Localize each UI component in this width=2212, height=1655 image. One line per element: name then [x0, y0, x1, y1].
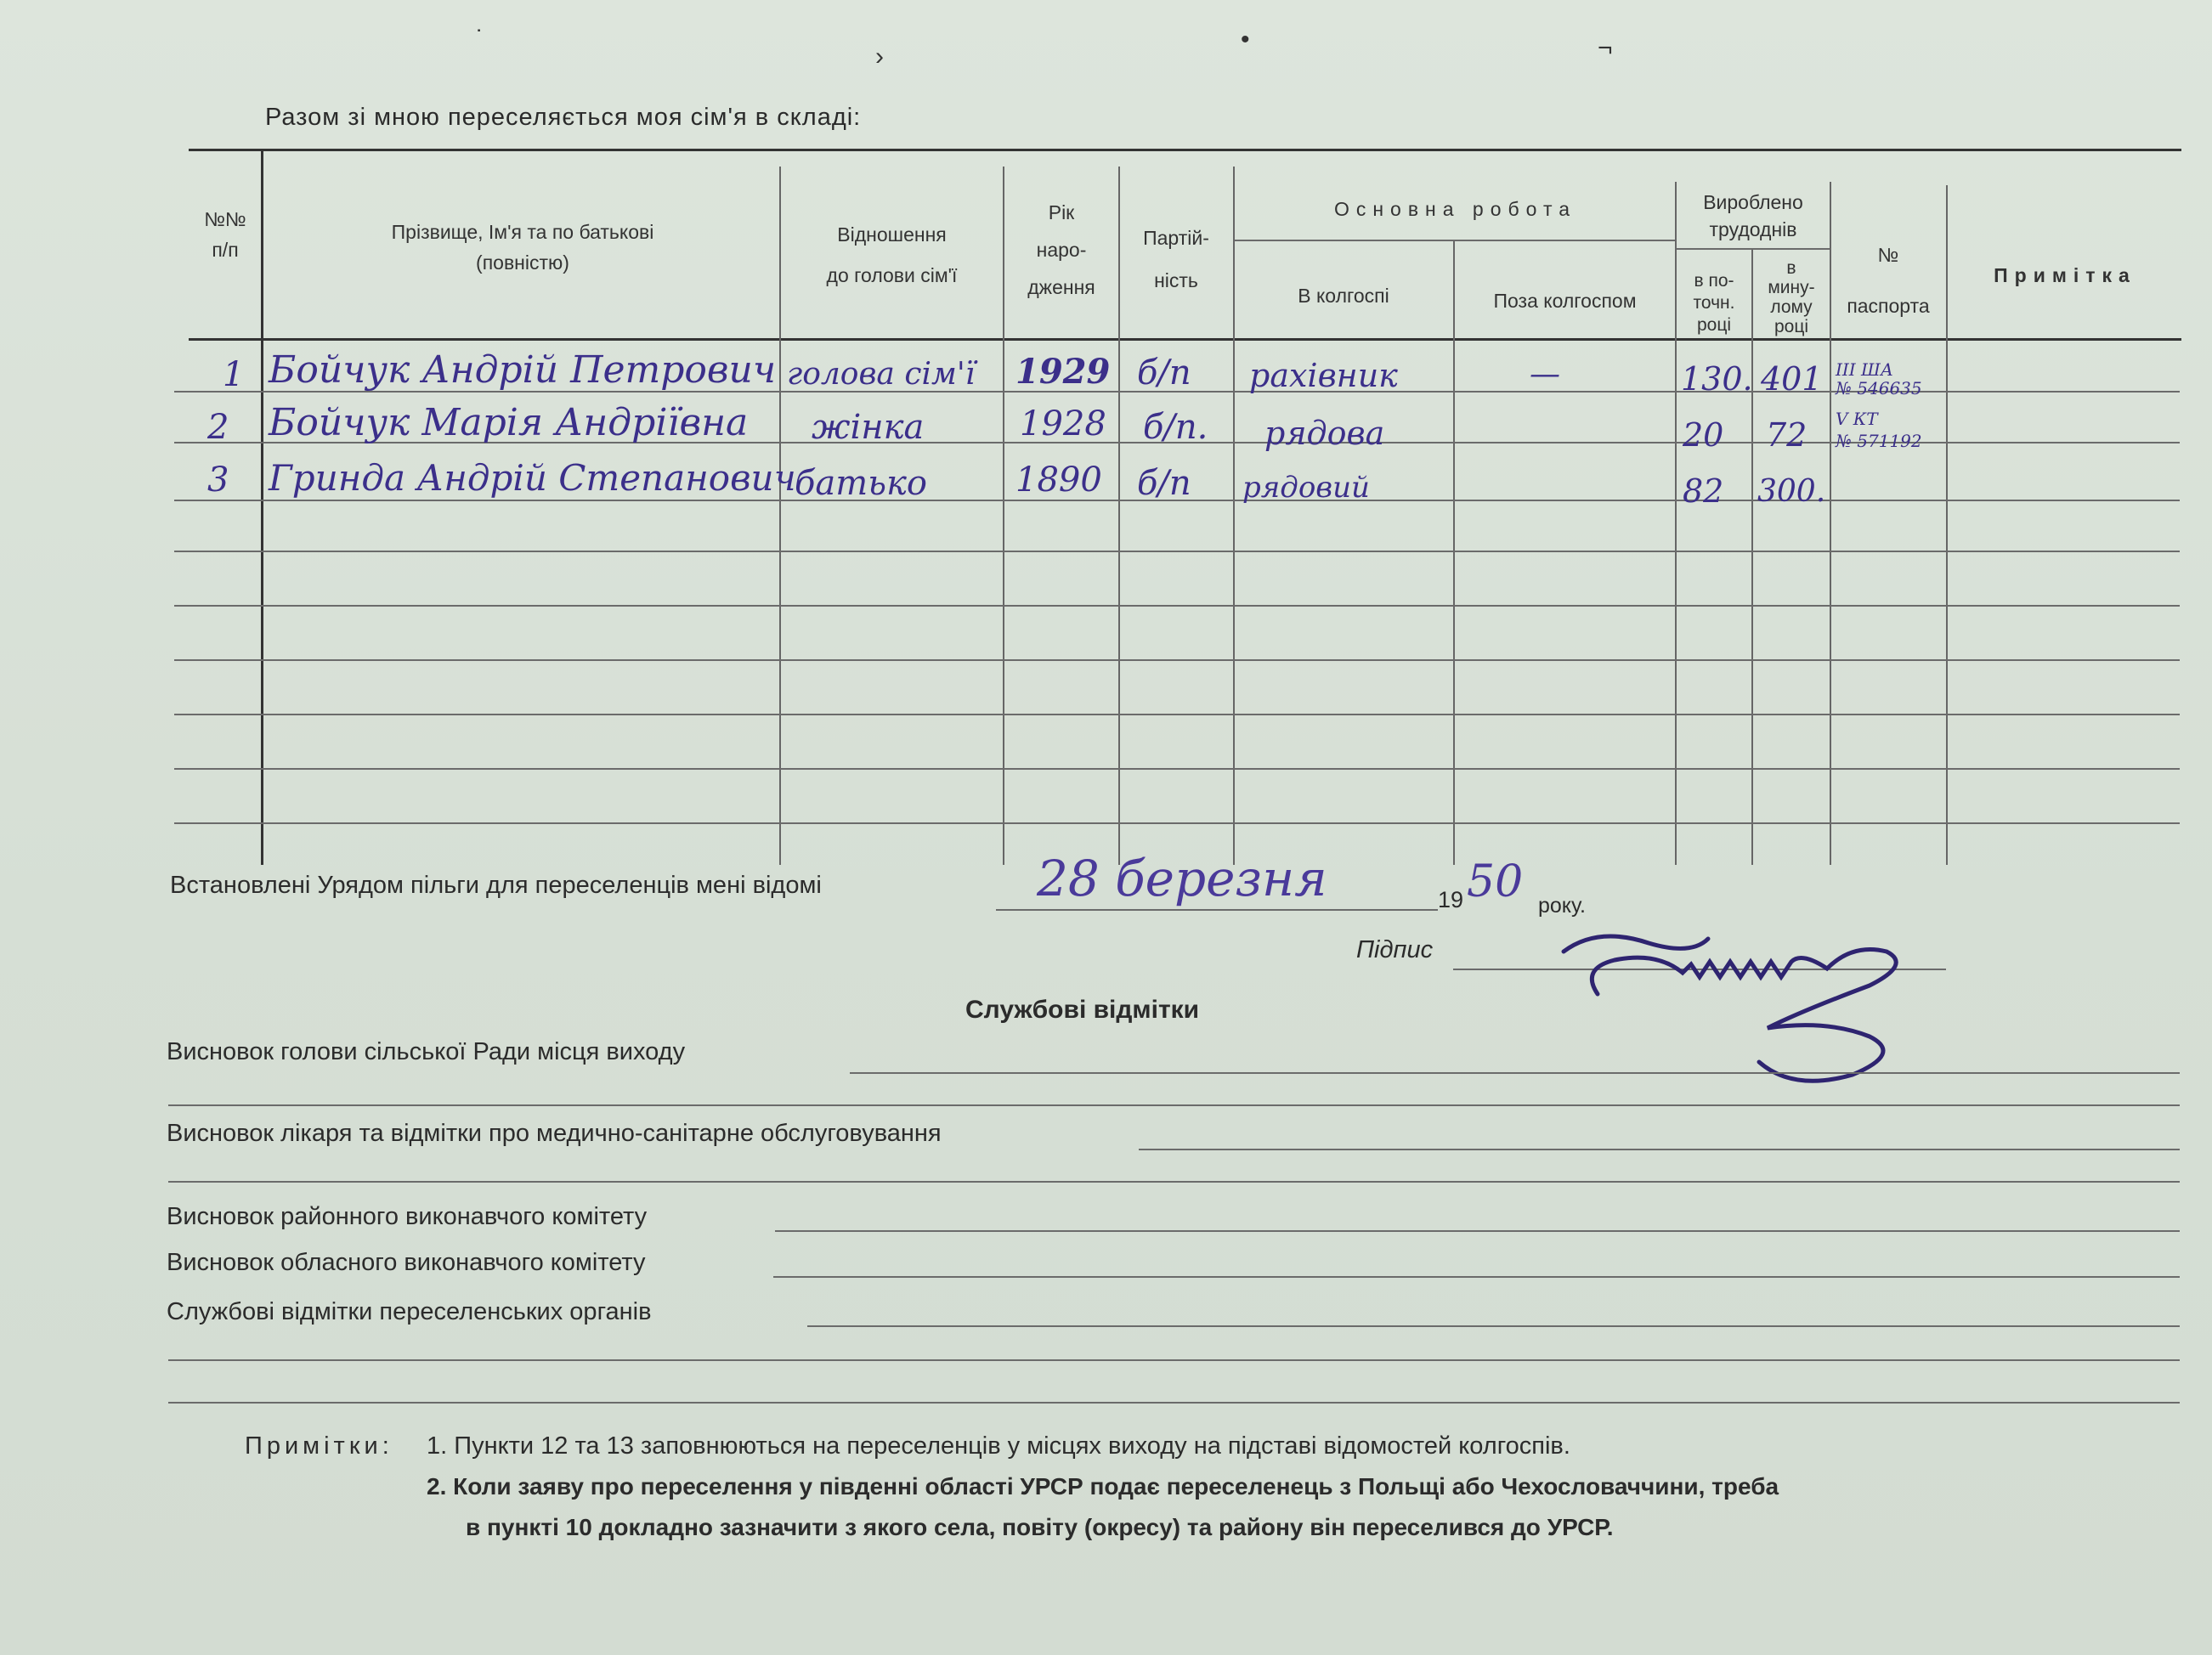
service-line-label: Висновок голови сільської Ради місця виходу — [167, 1038, 686, 1065]
main-work-divider — [1235, 240, 1677, 241]
punch-mark: • — [1241, 25, 1250, 54]
signature-label: Підпис — [1356, 936, 1434, 963]
passport-series: III ША — [1836, 359, 1894, 380]
header-last-year-line: мину- — [1768, 278, 1815, 297]
header-num-line: п/п — [212, 239, 239, 261]
workdays-divider — [1677, 248, 1830, 250]
header-name-line: (повністю) — [476, 251, 569, 274]
header-passport-line: № — [1877, 244, 1899, 266]
col-line — [1675, 182, 1677, 865]
signature-stroke — [1564, 936, 1896, 1081]
header-passport-line: паспорта — [1847, 295, 1930, 317]
table-header-border — [189, 338, 2181, 341]
fill-line — [807, 1325, 2180, 1327]
passport-number: № 571192 — [1836, 431, 1922, 451]
header-name-line: Прізвище, Ім'я та по батькові — [391, 221, 654, 243]
service-line-label: Службові відмітки переселенських органів — [167, 1298, 652, 1325]
row-birth: 1928 — [1020, 404, 1106, 443]
header-in-kolhosp: В колгоспі — [1298, 285, 1389, 307]
note-item: 2. Коли заяву про переселення у південні області УРСР подає переселенець з Польщі або Чехословаччини, треба — [427, 1473, 1779, 1500]
header-birth-line: Рік — [1048, 201, 1075, 223]
header-main-work: Основна робота — [1333, 198, 1577, 220]
row-birth: 1890 — [1015, 460, 1102, 500]
row-line — [174, 822, 2180, 824]
note-item: 1. Пункти 12 та 13 заповнюються на переселенців у місцях виходу на підставі відомостей колгоспів. — [427, 1432, 1570, 1460]
row-party: б/п. — [1143, 408, 1208, 447]
fill-line — [773, 1276, 2180, 1278]
row-relation: батько — [795, 464, 927, 503]
header-birth-line: дження — [1027, 276, 1095, 298]
fill-line — [168, 1359, 2180, 1361]
row-line — [174, 768, 2180, 770]
punch-mark: ¬ — [1598, 34, 1613, 62]
row-relation: жінка — [812, 408, 925, 447]
passport-series: V КТ — [1836, 409, 1878, 429]
year-prefix: 19 — [1438, 887, 1464, 912]
handwritten-date: 28 березня — [1037, 850, 1327, 907]
punch-mark: › — [875, 42, 884, 71]
signature-image — [1547, 892, 1938, 1096]
table-top-border — [189, 149, 2181, 151]
col-line — [1830, 182, 1831, 865]
benefits-label: Встановлені Урядом пільги для переселенців мені відомі — [170, 872, 822, 899]
row-current: 130. — [1681, 360, 1753, 398]
header-outside-kolhosp: Поза колгоспом — [1493, 290, 1637, 312]
col-line — [1751, 250, 1753, 865]
fill-line — [168, 1181, 2180, 1183]
header-last-year — [1755, 258, 1828, 336]
header-note: Примітка — [1994, 264, 2136, 286]
header-relation-line: Відношення — [837, 223, 947, 246]
row-last: 300. — [1757, 474, 1826, 509]
row-name: Бойчук Марія Андріївна — [269, 401, 749, 444]
header-name — [268, 217, 778, 278]
fill-line — [850, 1072, 2180, 1074]
punch-mark: ˙ — [476, 25, 484, 54]
service-line-label: Висновок обласного виконавчого комітету — [167, 1249, 646, 1276]
row-party: б/п — [1137, 353, 1191, 393]
row-line — [174, 714, 2180, 715]
header-party-line: Партій- — [1143, 227, 1209, 249]
row-num: 1 — [223, 355, 245, 394]
row-line — [174, 605, 2180, 607]
row-last: 72 — [1766, 416, 1808, 454]
service-line-label: Висновок лікаря та відмітки про медично-санітарне обслуговування — [167, 1120, 942, 1147]
header-last-year-line: лому — [1770, 297, 1813, 317]
col-line — [1003, 167, 1004, 865]
header-num — [195, 204, 255, 265]
notes-label: Примітки: — [245, 1432, 393, 1460]
row-line — [174, 551, 2180, 552]
header-party-line: ність — [1154, 269, 1198, 291]
row-passport — [1836, 408, 1922, 452]
header-relation-line: до голови сім'ї — [826, 264, 958, 286]
header-current-year-line: точн. — [1693, 293, 1735, 313]
header-party — [1122, 217, 1230, 302]
col-line — [1946, 185, 1948, 865]
header-birth — [1007, 194, 1116, 306]
fill-line — [1139, 1149, 2180, 1150]
row-birth: 1929 — [1015, 352, 1111, 392]
header-current-year — [1678, 270, 1750, 336]
fill-line — [168, 1104, 2180, 1106]
col-line — [261, 151, 263, 865]
year-suffix: року. — [1538, 894, 1586, 918]
row-name: Гринда Андрій Степанович — [269, 457, 796, 499]
row-in-kolhosp: рядова — [1264, 415, 1385, 452]
service-title: Службові відмітки — [965, 996, 1200, 1024]
header-relation — [784, 214, 1000, 296]
family-intro: Разом зі мною переселяється моя сім'я в складі: — [265, 104, 862, 131]
row-num: 2 — [207, 408, 229, 447]
row-name: Бойчук Андрій Петрович — [269, 348, 777, 392]
header-last-year-line: в — [1786, 258, 1796, 278]
row-in-kolhosp: рахівник — [1249, 357, 1398, 394]
row-current: 82 — [1683, 472, 1724, 510]
col-line — [1118, 167, 1120, 865]
note-item: в пункті 10 докладно зазначити з якого села, повіту (окресу) та району він переселився до УРСР. — [466, 1514, 1614, 1540]
fill-line — [775, 1230, 2180, 1232]
header-last-year-line: році — [1774, 317, 1809, 336]
row-passport — [1836, 360, 1922, 398]
row-party: б/п — [1137, 464, 1191, 503]
row-num: 3 — [207, 460, 229, 500]
header-passport — [1833, 229, 1943, 331]
row-line — [174, 659, 2180, 661]
handwritten-year: 50 — [1467, 856, 1524, 907]
col-line — [1453, 241, 1455, 865]
header-current-year-line: в по- — [1694, 271, 1734, 291]
header-birth-line: наро- — [1036, 239, 1087, 261]
row-relation: голова сім'ї — [787, 357, 976, 392]
header-current-year-line: році — [1696, 315, 1732, 335]
col-line — [1233, 167, 1235, 865]
row-current: 20 — [1683, 416, 1724, 454]
header-workdays — [1678, 189, 1828, 243]
header-workdays-line: Вироблено — [1703, 191, 1803, 213]
col-line — [779, 167, 781, 865]
service-line-label: Висновок районного виконавчого комітету — [167, 1203, 648, 1230]
row-outside: — — [1530, 357, 1560, 392]
date-underline — [996, 909, 1438, 911]
header-workdays-line: трудоднів — [1709, 218, 1797, 240]
row-last: 401 — [1761, 360, 1823, 398]
row-in-kolhosp: рядовий — [1242, 471, 1370, 505]
header-num-line: №№ — [204, 208, 246, 230]
fill-line — [168, 1402, 2180, 1404]
passport-number: № 546635 — [1836, 378, 1922, 398]
